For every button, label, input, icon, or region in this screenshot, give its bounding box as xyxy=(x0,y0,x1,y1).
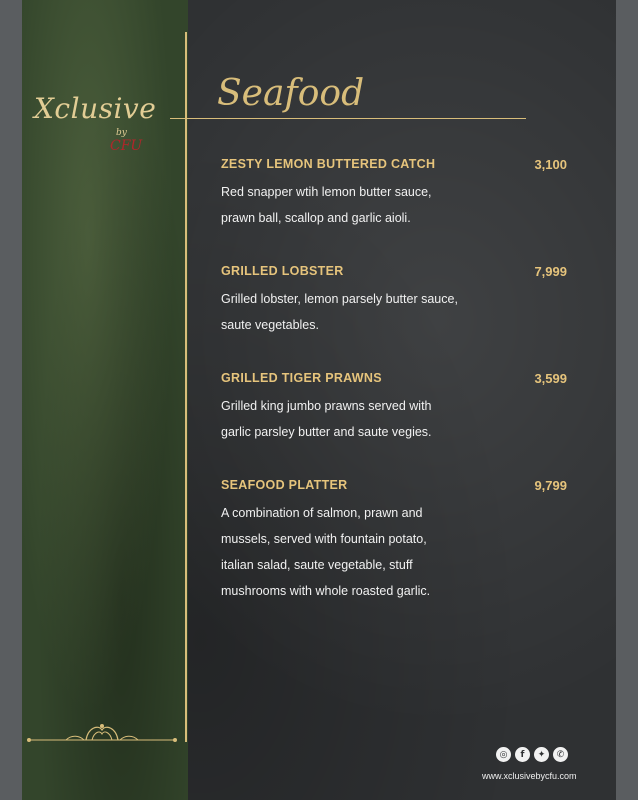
description-line: A combination of salmon, prawn and xyxy=(221,506,423,520)
title-underline xyxy=(170,118,526,119)
description-line: italian salad, saute vegetable, stuff xyxy=(221,558,413,572)
description-line: Grilled lobster, lemon parsely butter sauce, xyxy=(221,292,458,306)
instagram-icon[interactable]: ◎ xyxy=(496,747,511,762)
logo-by: by xyxy=(116,128,127,138)
item-price: 7,999 xyxy=(534,264,567,279)
item-description xyxy=(221,500,541,604)
facebook-icon[interactable]: f xyxy=(515,747,530,762)
section-title: Seafood xyxy=(217,73,365,114)
description-line: garlic parsley butter and saute vegies. xyxy=(221,425,432,439)
description-line: Grilled king jumbo prawns served with xyxy=(221,399,432,413)
item-price: 3,599 xyxy=(534,371,567,386)
item-description xyxy=(221,179,541,231)
menu-page xyxy=(22,0,616,800)
item-name: SEAFOOD PLATTER xyxy=(221,478,348,492)
item-name: GRILLED TIGER PRAWNS xyxy=(221,371,382,385)
item-price: 9,799 xyxy=(534,478,567,493)
flourish-ornament-icon xyxy=(26,716,178,750)
description-line: prawn ball, scallop and garlic aioli. xyxy=(221,211,411,225)
item-name: GRILLED LOBSTER xyxy=(221,264,344,278)
logo-brand: CFU xyxy=(110,138,143,154)
social-links xyxy=(496,747,568,765)
description-line: mushrooms with whole roasted garlic. xyxy=(221,584,431,598)
item-name: ZESTY LEMON BUTTERED CATCH xyxy=(221,157,436,171)
item-price: 3,100 xyxy=(534,157,567,172)
website-link[interactable]: www.xclusivebycfu.com xyxy=(482,771,577,781)
vertical-divider xyxy=(185,32,187,742)
whatsapp-icon[interactable]: ✆ xyxy=(553,747,568,762)
description-line: saute vegetables. xyxy=(221,318,319,332)
twitter-icon[interactable]: ✦ xyxy=(534,747,549,762)
brand-logo xyxy=(34,60,184,170)
item-description xyxy=(221,286,541,338)
description-line: mussels, served with fountain potato, xyxy=(221,532,427,546)
logo-wordmark: Xclusive xyxy=(34,92,157,125)
description-line: Red snapper wtih lemon butter sauce, xyxy=(221,185,432,199)
item-description xyxy=(221,393,541,445)
